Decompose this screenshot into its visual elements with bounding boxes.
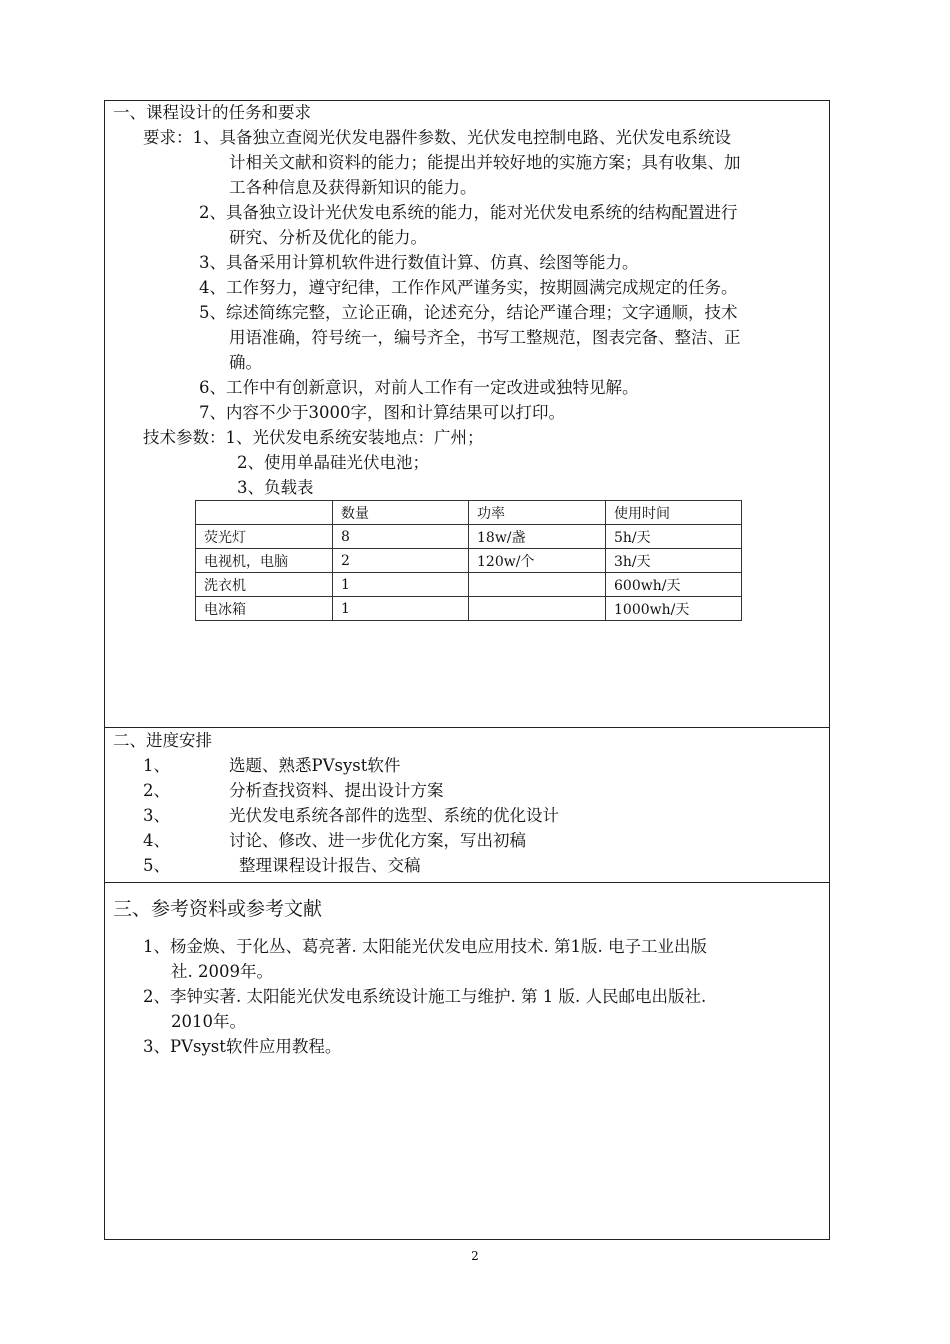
schedule-item-text: 光伏发电系统各部件的选型、系统的优化设计 [229, 806, 559, 825]
table-cell: 8 [333, 525, 469, 549]
table-cell: 洗衣机 [196, 573, 333, 597]
table-cell: 3h/天 [606, 549, 742, 573]
schedule-item-number: 2、 [143, 781, 170, 800]
tech-param-line: 技术参数：1、光伏发电系统安装地点：广州； [143, 428, 484, 447]
requirement-line: 3、具备采用计算机软件进行数值计算、仿真、绘图等能力。 [199, 253, 639, 272]
requirement-line: 6、工作中有创新意识，对前人工作有一定改进或独特见解。 [199, 378, 639, 397]
load-table [195, 500, 742, 621]
table-row [196, 597, 742, 621]
requirement-line: 7、内容不少于3000字，图和计算结果可以打印。 [199, 403, 565, 422]
table-cell [469, 573, 606, 597]
schedule-item-number: 1、 [143, 756, 170, 775]
table-cell: 120w/个 [469, 549, 606, 573]
requirement-line: 计相关文献和资料的能力；能提出并较好地的实施方案；具有收集、加 [229, 153, 741, 172]
reference-line: 社. 2009年。 [171, 962, 273, 981]
table-row [196, 573, 742, 597]
section-tasks-requirements [105, 101, 829, 728]
page-number: 2 [471, 1249, 479, 1263]
table-cell: 荧光灯 [196, 525, 333, 549]
table-row [196, 525, 742, 549]
tech-param-line: 2、使用单晶硅光伏电池； [237, 453, 429, 472]
table-cell: 电视机，电脑 [196, 549, 333, 573]
table-cell: 5h/天 [606, 525, 742, 549]
table-cell [469, 597, 606, 621]
table-header-cell [196, 501, 333, 525]
section-references [105, 883, 829, 1239]
table-header-cell: 数量 [333, 501, 469, 525]
table-cell: 1000wh/天 [606, 597, 742, 621]
requirement-line: 5、综述简练完整，立论正确，论述充分，结论严谨合理；文字通顺，技术 [199, 303, 738, 322]
tech-param-line: 3、负载表 [237, 478, 314, 497]
requirement-line: 2、具备独立设计光伏发电系统的能力，能对光伏发电系统的结构配置进行 [199, 203, 738, 222]
schedule-item-text: 讨论、修改、进一步优化方案，写出初稿 [229, 831, 526, 850]
section2-title: 二、进度安排 [113, 731, 212, 750]
table-header-row [196, 501, 742, 525]
requirement-line: 要求：1、具备独立查阅光伏发电器件参数、光伏发电控制电路、光伏发电系统设 [143, 128, 731, 147]
reference-line: 3、PVsyst软件应用教程。 [143, 1037, 342, 1056]
schedule-item-text: 整理课程设计报告、交稿 [239, 856, 421, 875]
reference-line: 1、杨金焕、于化丛、葛亮著. 太阳能光伏发电应用技术. 第1版. 电子工业出版 [143, 937, 707, 956]
table-cell: 电冰箱 [196, 597, 333, 621]
schedule-item-text: 分析查找资料、提出设计方案 [229, 781, 444, 800]
requirement-line: 确。 [229, 353, 262, 372]
schedule-item-number: 4、 [143, 831, 170, 850]
requirement-line: 工各种信息及获得新知识的能力。 [229, 178, 477, 197]
table-cell: 18w/盏 [469, 525, 606, 549]
schedule-item-number: 3、 [143, 806, 170, 825]
table-cell: 2 [333, 549, 469, 573]
requirement-line: 用语准确，符号统一，编号齐全，书写工整规范，图表完备、整洁、正 [229, 328, 741, 347]
task-form-frame [104, 100, 830, 1240]
schedule-item-text: 选题、熟悉PVsyst软件 [229, 756, 401, 775]
table-cell: 1 [333, 597, 469, 621]
requirement-line: 研究、分析及优化的能力。 [229, 228, 427, 247]
reference-line: 2010年。 [171, 1012, 246, 1031]
table-cell: 1 [333, 573, 469, 597]
table-header-cell: 使用时间 [606, 501, 742, 525]
table-header-cell: 功率 [469, 501, 606, 525]
section-schedule [105, 728, 829, 883]
table-row [196, 549, 742, 573]
section1-title: 一、课程设计的任务和要求 [113, 103, 311, 122]
reference-line: 2、李钟实著. 太阳能光伏发电系统设计施工与维护. 第 1 版. 人民邮电出版社. [143, 987, 707, 1006]
requirement-line: 4、工作努力，遵守纪律，工作作风严谨务实，按期圆满完成规定的任务。 [199, 278, 738, 297]
section3-title: 三、参考资料或参考文献 [113, 898, 323, 920]
table-cell: 600wh/天 [606, 573, 742, 597]
schedule-item-number: 5、 [143, 856, 170, 875]
